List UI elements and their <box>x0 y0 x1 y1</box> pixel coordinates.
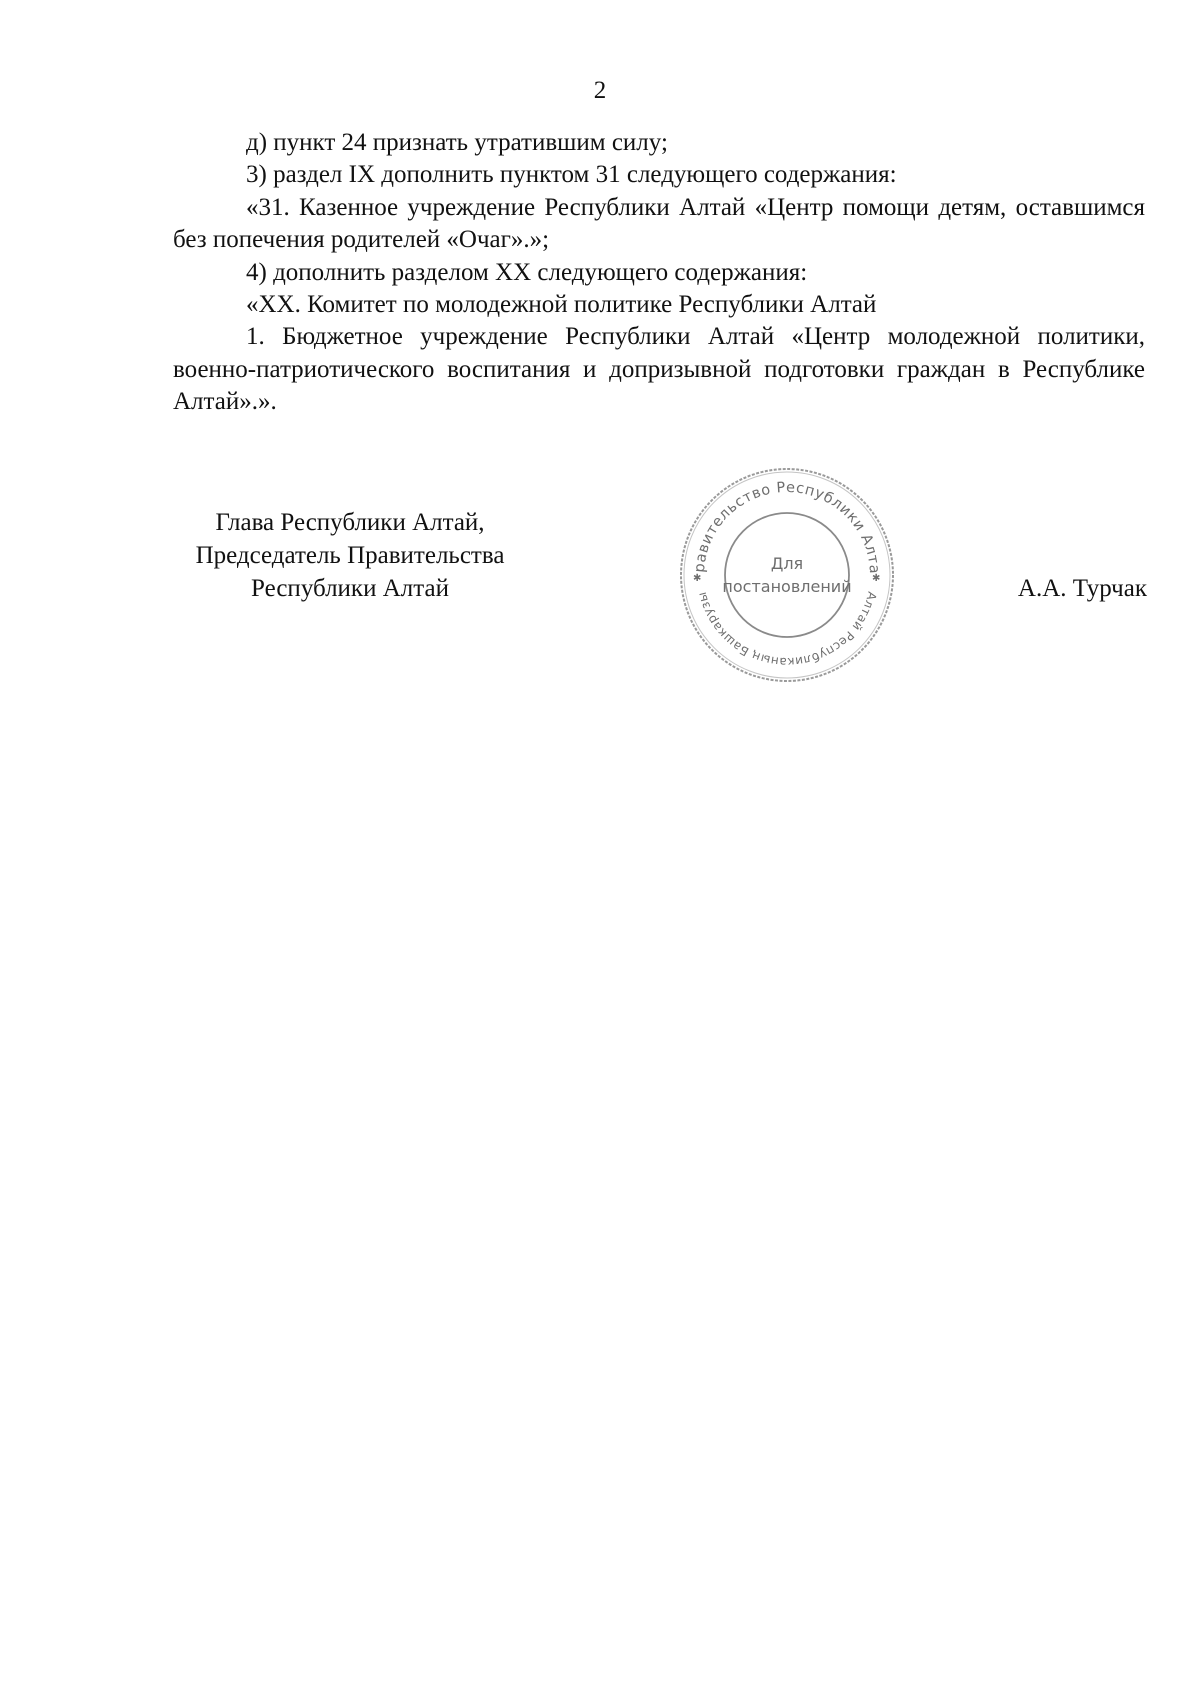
signer-name: А.А. Турчак <box>1017 575 1147 602</box>
paragraph: «XX. Комитет по молодежной политике Республики Алтай <box>246 291 877 319</box>
stamp-outer-ring-inner <box>684 472 890 678</box>
stamp-center-line2: постановлений <box>722 577 852 596</box>
paragraph: 1. Бюджетное учреждение Республики Алтай «Центр молодежной политики, военно-патриотического воспитания и допризывной подготовки граждан в Республике Алтай».». <box>173 323 1145 416</box>
stamp-seal-icon <box>676 464 898 686</box>
stamp-outer-ring <box>681 469 893 681</box>
page-number: 2 <box>593 77 607 104</box>
paragraph: 4) дополнить разделом XX следующего содержания: <box>246 258 808 286</box>
stamp-inner-ring <box>725 513 849 637</box>
official-stamp <box>676 464 898 686</box>
stamp-outer-text-bottom: Алтай Республиканың Башкарузы <box>694 590 880 670</box>
stamp-center-line1: Для <box>770 554 804 573</box>
stamp-star-right: ✱ <box>872 573 881 584</box>
signature-block <box>150 506 550 605</box>
paragraph: «31. Казенное учреждение Республики Алтай «Центр помощи детям, оставшимся без попечения родителей «Очаг».»; <box>173 193 1145 254</box>
signature-title-line: Председатель Правительства <box>195 542 505 569</box>
document-body <box>173 127 1145 419</box>
stamp-outer-text-top: равительство Республики Алта <box>691 479 883 575</box>
stamp-star-left: ✱ <box>693 573 702 584</box>
signature-title-line: Республики Алтай <box>251 575 449 602</box>
paragraph: д) пункт 24 признать утратившим силу; <box>246 129 668 156</box>
paragraph: 3) раздел IX дополнить пунктом 31 следующего содержания: <box>246 161 897 189</box>
signature-title-line: Глава Республики Алтай, <box>215 509 485 536</box>
